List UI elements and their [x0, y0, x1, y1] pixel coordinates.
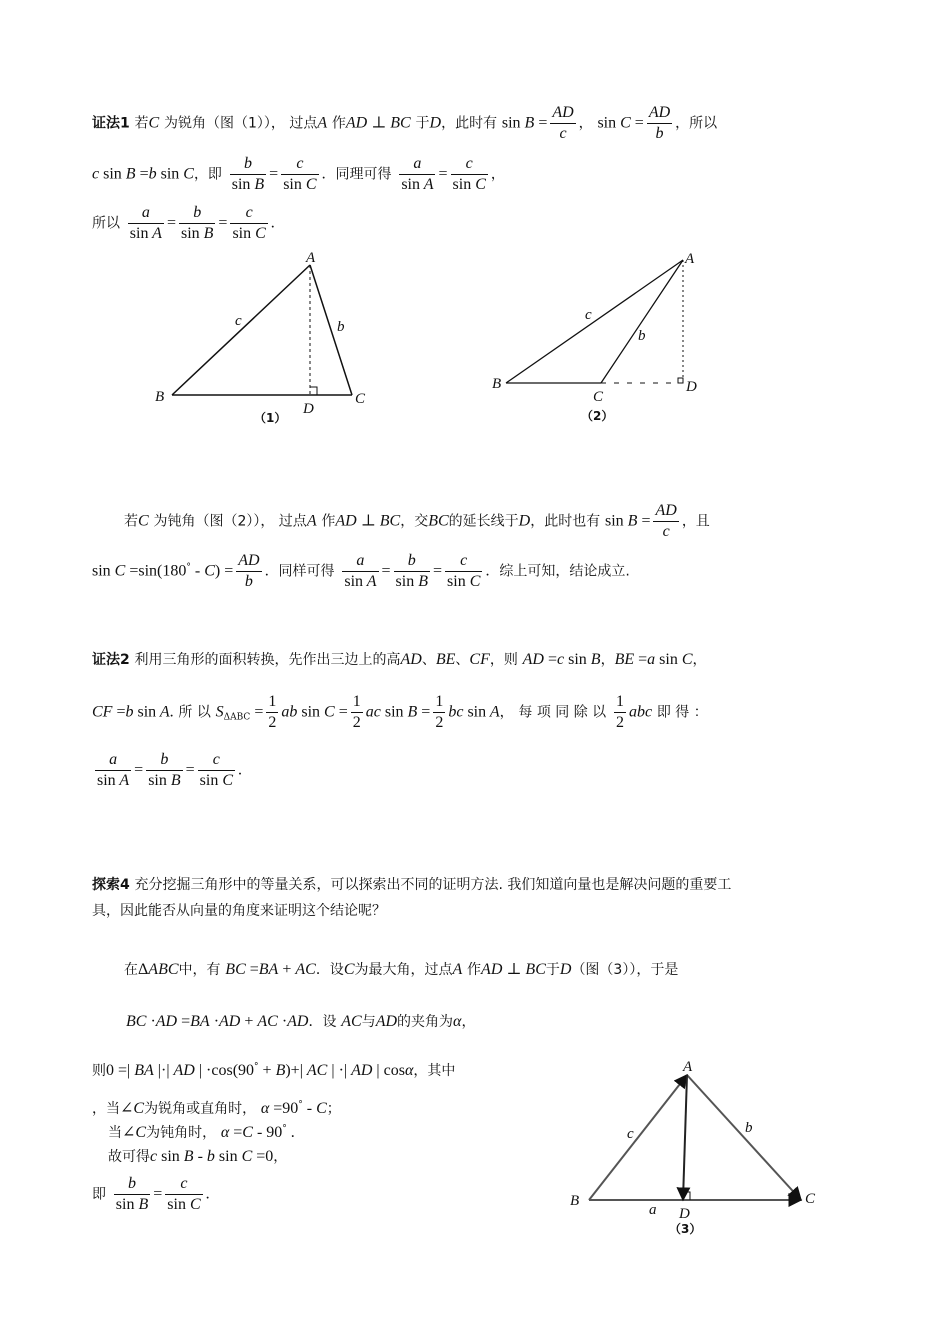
proof1-line3: 所以 $\frac{a}{\text{sin A}}$ = $\frac{b}{\text{sin B}}$ = $\frac{c}{\text{sin C}}$ .	[92, 204, 275, 242]
fraction: $\frac{b}{\text{sin B}}$	[231, 155, 265, 193]
fraction: $\frac{c}{\text{sin C}}$	[447, 552, 481, 590]
fraction: $\frac{AD}{b}$	[648, 104, 671, 142]
fraction: $\frac{AD}{c}$	[552, 104, 574, 142]
proof2-line3: $\frac{a}{\text{sin A}}$ = $\frac{b}{\text{sin B}}$ = $\frac{c}{\text{sin C}}$ .	[97, 751, 243, 789]
svg-text:A: A	[306, 250, 316, 266]
svg-text:b: b	[638, 328, 646, 344]
proof1-line1: 证法1 若C 为锐角（图（1））， 过点A 作AD ⊥ BC 于D，此时有 sin B = $\frac{AD}{c}$ ， sin C = $\frac{AD}{b}$ ，所以	[92, 104, 718, 142]
svg-text:C: C	[355, 391, 366, 407]
svg-text:B: B	[492, 376, 502, 392]
svg-text:A: A	[683, 1059, 693, 1075]
explore4-line4: BC ·AD =BA ·AD + AC ·AD．设 AC与AD的夹角为α，	[126, 1013, 476, 1030]
fraction: $\frac{b}{\text{sin B}}$	[180, 204, 214, 242]
fraction: $\frac{1}{2}$	[352, 693, 361, 731]
proof2-line1: 证法2 利用三角形的面积转换，先作出三边上的高AD、BE、CF，则 AD =c sin B，BE =a sin C，	[92, 651, 707, 668]
fraction: $\frac{c}{\text{sin C}}$	[167, 1175, 201, 1213]
svg-text:D: D	[303, 401, 314, 417]
svg-text:c: c	[627, 1126, 634, 1142]
explore4-line8: 故可得c sin B - b sin C =0，	[108, 1148, 288, 1165]
explore4-heading: 探索4	[92, 877, 130, 893]
fraction: $\frac{a}{\text{sin A}}$	[344, 552, 377, 590]
fraction: $\frac{a}{\text{sin A}}$	[129, 204, 162, 242]
obtuse-line2: sin C =sin(180° - C) = $\frac{AD}{b}$ ．同样可得 $\frac{a}{\text{sin A}}$ = $\frac{b}{\text{sin B}}$ = $\frac{c}{\text{sin C}}$ ．综上可知，结论成立.	[92, 552, 630, 590]
fraction: $\frac{c}{\text{sin C}}$	[283, 155, 317, 193]
fraction: $\frac{b}{\text{sin B}}$	[115, 1175, 149, 1213]
proof1-heading: 证法1	[92, 115, 130, 132]
fraction: $\frac{a}{\text{sin A}}$	[401, 155, 434, 193]
explore4-line9: 即 $\frac{b}{\text{sin B}}$ = $\frac{c}{\text{sin C}}$ .	[92, 1175, 210, 1213]
fraction: $\frac{AD}{c}$	[655, 502, 677, 540]
svg-text:C: C	[593, 389, 604, 405]
explore4-line1: 探索4 充分挖掘三角形中的等量关系，可以探索出不同的证明方法. 我们知道向量也是解决问题的重要工	[92, 877, 732, 893]
svg-text:C: C	[805, 1191, 816, 1207]
svg-text:a: a	[649, 1202, 657, 1218]
fraction: $\frac{c}{\text{sin C}}$	[199, 751, 234, 789]
fraction: $\frac{1}{2}$	[615, 693, 624, 731]
svg-text:B: B	[155, 389, 165, 405]
svg-text:（1）: （1）	[254, 411, 287, 425]
svg-text:（2）: （2）	[581, 409, 614, 423]
proof2-heading: 证法2	[92, 652, 130, 668]
fraction: $\frac{c}{\text{sin C}}$	[232, 204, 266, 242]
proof2-line2: CF =b sin A. 所 以 $S_{\Delta ABC}$ = $\frac{1}{2}$ ab sin C = $\frac{1}{2}$ ac sin B = $\frac{1}{2}$ bc sin A， 每 项 同 除 以 $\frac{1}{2}$ abc 即 得 ：	[92, 693, 708, 731]
explore4-line6: ，当∠C为锐角或直角时， α =90° - C；	[92, 1100, 341, 1117]
svg-text:D: D	[679, 1206, 690, 1222]
figure-1-acute-triangle	[150, 245, 380, 430]
explore4-line7: 当∠C为钝角时， α =C - 90° .	[108, 1124, 295, 1141]
svg-text:D: D	[686, 379, 697, 395]
fraction: $\frac{AD}{b}$	[238, 552, 260, 590]
fraction: $\frac{c}{\text{sin C}}$	[452, 155, 486, 193]
figure-2-obtuse-triangle	[488, 245, 708, 430]
svg-text:B: B	[570, 1193, 580, 1209]
fraction: $\frac{1}{2}$	[435, 693, 444, 731]
fraction: $\frac{b}{\text{sin B}}$	[395, 552, 428, 590]
svg-text:A: A	[685, 251, 695, 267]
svg-text:b: b	[337, 319, 345, 335]
figure-3-vector-triangle	[565, 1055, 835, 1240]
svg-text:c: c	[235, 313, 242, 329]
proof1-line2: c sin B =b sin C，即 $\frac{b}{\text{sin B}}$ = $\frac{c}{\text{sin C}}$ ．同理可得 $\frac{a}{\text{sin A}}$ = $\frac{c}{\text{sin C}}$ ，	[92, 155, 505, 193]
explore4-line5: 则0 =| BA |·| AD | ·cos(90° + B)+| AC | ·| AD | cosα，其中	[92, 1062, 456, 1079]
fraction: $\frac{b}{\text{sin B}}$	[148, 751, 181, 789]
fraction: $\frac{a}{\text{sin A}}$	[97, 751, 130, 789]
svg-text:b: b	[745, 1120, 753, 1136]
svg-text:（3）: （3）	[669, 1222, 702, 1236]
fraction: $\frac{1}{2}$	[268, 693, 277, 731]
explore4-line3: 在ΔABC中，有 BC =BA + AC．设C为最大角，过点A 作AD ⊥ BC于D（图（3）），于是	[124, 961, 679, 978]
svg-text:c: c	[585, 307, 592, 323]
obtuse-line1: 若C 为钝角（图（2））， 过点A 作AD ⊥ BC，交BC的延长线于D，此时也有 sin B = $\frac{AD}{c}$ ，且	[124, 502, 710, 540]
explore4-line2: 具，因此能否从向量的角度来证明这个结论呢？	[92, 903, 386, 919]
